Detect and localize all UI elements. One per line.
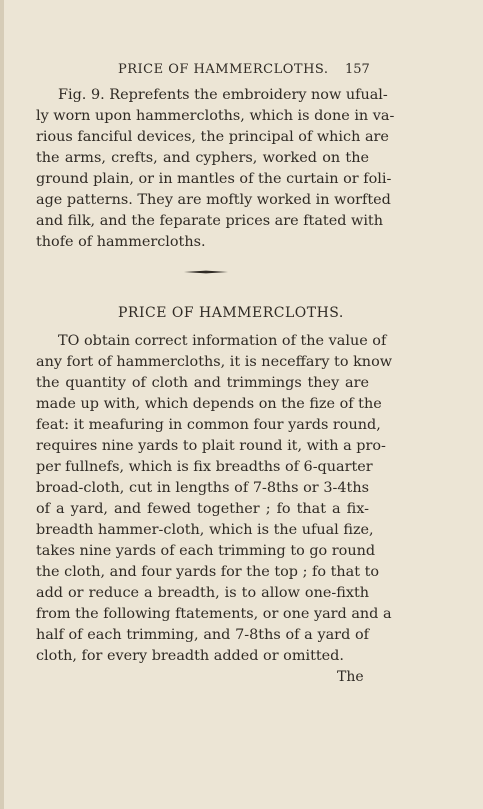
paragraph-line: breadth hammer-cloth, which is the ufual fize, <box>36 522 374 538</box>
paragraph-line: ly worn upon hammercloths, which is done in va- <box>36 108 395 124</box>
paragraph-line: the quantity of cloth and trimmings they are <box>36 375 369 391</box>
paragraph-line: per fullnefs, which is fix breadths of 6-quarter <box>36 459 373 475</box>
running-head <box>0 62 483 82</box>
paragraph-line: Fig. 9. Reprefents the embroidery now ufual- <box>58 87 388 103</box>
paragraph-line: TO obtain correct information of the value of <box>58 333 387 349</box>
paragraph-line: ground plain, or in mantles of the curtain or foli- <box>36 171 392 187</box>
paragraph-line: takes nine yards of each trimming to go round <box>36 543 376 559</box>
ornamental-rule <box>184 270 228 274</box>
paragraph-line: the cloth, and four yards for the top ; fo that to <box>36 564 380 580</box>
paragraph-line: made up with, which depends on the fize of the <box>36 396 382 412</box>
page-binding-edge <box>0 0 4 809</box>
paragraph-line: add or reduce a breadth, is to allow one-fixth <box>36 585 369 601</box>
running-title: PRICE OF HAMMERCLOTHS. <box>118 62 329 77</box>
paragraph-line: broad-cloth, cut in lengths of 7-8ths or 3-4ths <box>36 480 369 496</box>
paragraph-line: thofe of hammercloths. <box>36 234 206 250</box>
page-number: 157 <box>345 62 370 77</box>
paragraph-line: feat: it meafuring in common four yards round, <box>36 417 381 433</box>
paragraph-line: and filk, and the feparate prices are ftated with <box>36 213 383 229</box>
paragraph-line: any fort of hammercloths, it is neceffary to know <box>36 354 393 370</box>
catchword: The <box>337 669 364 685</box>
paragraph-line: half of each trimming, and 7-8ths of a yard of <box>36 627 369 643</box>
paragraph-line: rious fanciful devices, the principal of which are <box>36 129 389 145</box>
paragraph-line: requires nine yards to plait round it, with a pro- <box>36 438 386 454</box>
paragraph-line: age patterns. They are moftly worked in worfted <box>36 192 391 208</box>
paragraph-line: the arms, crefts, and cyphers, worked on the <box>36 150 369 166</box>
paragraph-line: cloth, for every breadth added or omitted. <box>36 648 344 664</box>
section-heading: PRICE OF HAMMERCLOTHS. <box>118 305 344 321</box>
paragraph-line: of a yard, and fewed together ; fo that a fix- <box>36 501 369 517</box>
paragraph-line: from the following ftatements, or one yard and a <box>36 606 392 622</box>
